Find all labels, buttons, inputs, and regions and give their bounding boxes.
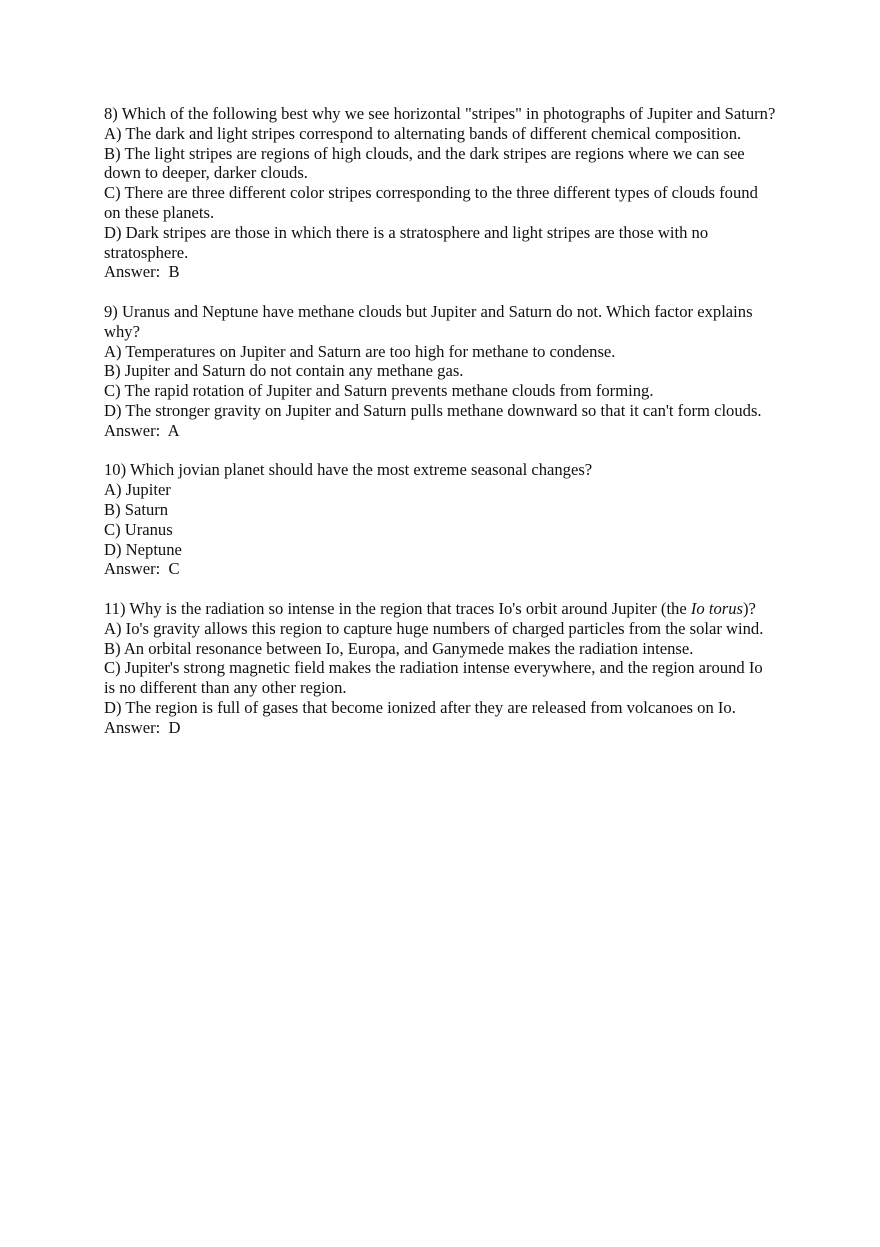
option-a xyxy=(104,619,776,639)
question-text-italic: Io torus xyxy=(690,598,743,618)
answer-value: A xyxy=(167,420,180,440)
option-text: Jupiter and Saturn do not contain any methane gas. xyxy=(124,361,464,381)
option-letter: A) xyxy=(104,341,122,361)
answer-line xyxy=(104,262,776,282)
option-letter: D) xyxy=(104,400,122,420)
option-letter: A) xyxy=(104,123,122,143)
option-text: The region is full of gases that become ionized after they are released from volcanoes on Io. xyxy=(125,697,736,717)
option-d xyxy=(104,540,776,560)
option-letter: A) xyxy=(104,618,122,638)
option-letter: C) xyxy=(104,519,121,539)
question-text: Which of the following best why we see horizontal "stripes" in photographs of Jupiter and Saturn? xyxy=(121,104,776,123)
option-letter: B) xyxy=(104,361,121,381)
answer-line xyxy=(104,421,776,441)
option-d xyxy=(104,401,776,421)
option-text: There are three different color stripes corresponding to the three different types of clouds found on these planets. xyxy=(104,183,758,222)
question-text: Which jovian planet should have the most extreme seasonal changes? xyxy=(129,460,593,480)
question-9 xyxy=(104,302,776,441)
option-c xyxy=(104,658,776,698)
option-b xyxy=(104,639,776,659)
option-text: Io's gravity allows this region to capture huge numbers of charged particles from the solar wind. xyxy=(125,618,764,638)
question-text-end: )? xyxy=(742,598,756,618)
option-a xyxy=(104,342,776,362)
option-text: The dark and light stripes correspond to alternating bands of different chemical composition. xyxy=(125,123,742,143)
option-text: Neptune xyxy=(125,539,182,559)
answer-line xyxy=(104,559,776,579)
option-letter: D) xyxy=(104,222,122,242)
option-letter: B) xyxy=(104,143,121,163)
option-d xyxy=(104,698,776,718)
option-a xyxy=(104,124,776,144)
option-letter: C) xyxy=(104,183,121,203)
question-text: Uranus and Neptune have methane clouds but Jupiter and Saturn do not. Which factor explains why? xyxy=(104,301,753,341)
option-text: Temperatures on Jupiter and Saturn are too high for methane to condense. xyxy=(125,341,616,361)
option-letter: B) xyxy=(104,499,121,519)
option-d xyxy=(104,223,776,263)
question-11 xyxy=(104,599,776,738)
answer-line xyxy=(104,718,776,738)
option-text: Saturn xyxy=(124,499,169,519)
option-c xyxy=(104,520,776,540)
question-8 xyxy=(104,104,776,282)
option-a xyxy=(104,480,776,500)
option-text: Dark stripes are those in which there is a stratosphere and light stripes are those with no stratosphere. xyxy=(104,222,709,262)
option-b xyxy=(104,144,776,184)
question-10 xyxy=(104,460,776,579)
answer-value: C xyxy=(168,559,180,579)
option-letter: D) xyxy=(104,539,122,559)
option-c xyxy=(104,183,776,223)
option-text: Jupiter's strong magnetic field makes the radiation intense everywhere, and the region around Io is no different than any other region. xyxy=(104,658,763,698)
option-letter: C) xyxy=(104,381,121,401)
question-stem xyxy=(104,460,776,480)
question-stem xyxy=(104,302,776,342)
question-stem xyxy=(104,599,776,619)
question-number: 11) xyxy=(104,598,126,618)
option-text: Uranus xyxy=(124,519,173,539)
question-number: 8) xyxy=(104,104,118,123)
answer-label: Answer: xyxy=(104,717,161,737)
question-text: Why is the radiation so intense in the region that traces Io's orbit around Jupiter (the xyxy=(129,598,687,618)
document-page xyxy=(104,104,776,757)
option-text: Jupiter xyxy=(125,480,171,500)
option-letter: D) xyxy=(104,697,122,717)
option-letter: B) xyxy=(104,638,121,658)
option-text: An orbital resonance between Io, Europa, and Ganymede makes the radiation intense. xyxy=(123,638,694,658)
option-letter: A) xyxy=(104,480,122,500)
option-c xyxy=(104,381,776,401)
question-number: 9) xyxy=(104,301,118,321)
answer-value: B xyxy=(168,262,180,282)
answer-label: Answer: xyxy=(104,559,161,579)
question-stem xyxy=(104,104,776,124)
question-number: 10) xyxy=(104,460,127,480)
option-b xyxy=(104,500,776,520)
option-text: The rapid rotation of Jupiter and Saturn prevents methane clouds from forming. xyxy=(124,381,654,401)
option-b xyxy=(104,361,776,381)
option-text: The stronger gravity on Jupiter and Saturn pulls methane downward so that it can't form clouds. xyxy=(125,400,762,420)
answer-label: Answer: xyxy=(104,420,161,440)
answer-value: D xyxy=(168,717,181,737)
answer-label: Answer: xyxy=(104,262,161,282)
option-text: The light stripes are regions of high clouds, and the dark stripes are regions where we can see down to deeper, darker clouds. xyxy=(104,143,745,183)
option-letter: C) xyxy=(104,658,121,678)
